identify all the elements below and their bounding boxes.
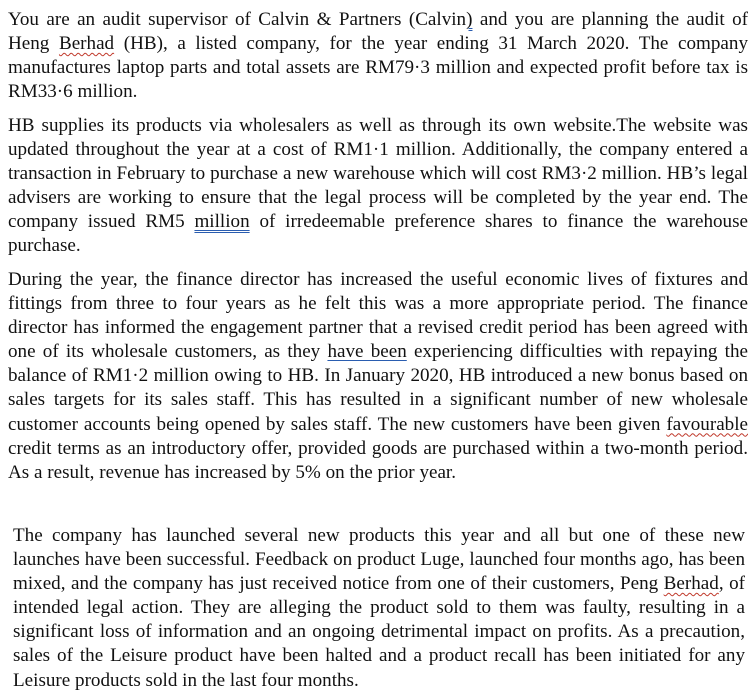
spelling-marked-word: Berhad	[663, 573, 719, 595]
paragraph-credit-and-bonus	[8, 268, 748, 500]
grammar-marked-word: )	[466, 9, 473, 30]
text-run: , of intended legal action. They are alleging the product sold to them was faulty, resulting in a significant loss of information and an ongoing detrimental impact on profits. As a precaution, sales of the Leisure product have been halted and a product recall has been initiated for any Leisure products sold in the last four months.	[13, 573, 745, 691]
grammar-marked-word: million	[194, 211, 250, 233]
text-run: of irredeemable preference shares to finance the warehouse purchase.	[8, 211, 748, 257]
text-run: HB supplies its products via wholesalers as well as through its own website.The website was updated throughout the year at a cost of RM1·1 million. Additionally, the company entered a transaction in February to purchase a new warehouse which will cost RM3·2 million. HB’s legal advisers are working to ensure that the legal process will be completed by the year end. The company issued RM5	[8, 115, 748, 233]
text-run: credit terms as an introductory offer, provided goods are purchased within a two-month period. As a result, revenue has increased by 5% on the prior year.	[8, 437, 748, 483]
paragraph-client-background	[8, 8, 748, 104]
spelling-marked-word: Berhad	[58, 33, 115, 55]
spelling-marked-word: favourable	[666, 413, 748, 435]
grammar-marked-phrase: have been	[327, 341, 407, 363]
text-run: You are an audit supervisor of Calvin & Partners (Calvin	[8, 9, 467, 30]
text-run: experiencing difficulties with repaying the balance of RM1·2 million owing to HB. In January 2020, HB introduced a new bonus based on sales targets for its sales staff. This has resulted in a significant number of new wholesale customer accounts being opened by sales staff. The new customers have been given	[8, 341, 748, 435]
paragraph-website-and-warehouse	[8, 114, 748, 259]
paragraph-product-recall	[13, 524, 745, 693]
text-run: The company has launched several new products this year and all but one of these new launches have been successful. Feedback on product Luge, launched four months ago, has been mixed, and the company has just received notice from one of their customers, Peng	[13, 525, 745, 595]
text-run: During the year, the finance director has increased the useful economic lives of fixtures and fittings from three to four years as he felt this was a more appropriate period. The finance director has informed the engagement partner that a revised credit period has been agreed with one of its wholesale customers, as they	[8, 269, 748, 363]
text-run: and you are planning the audit of Heng	[8, 9, 748, 55]
text-run: (HB), a listed company, for the year ending 31 March 2020. The company manufactures laptop parts and total assets are RM79·3 million and expected profit before tax is RM33·6 million.	[8, 33, 748, 103]
